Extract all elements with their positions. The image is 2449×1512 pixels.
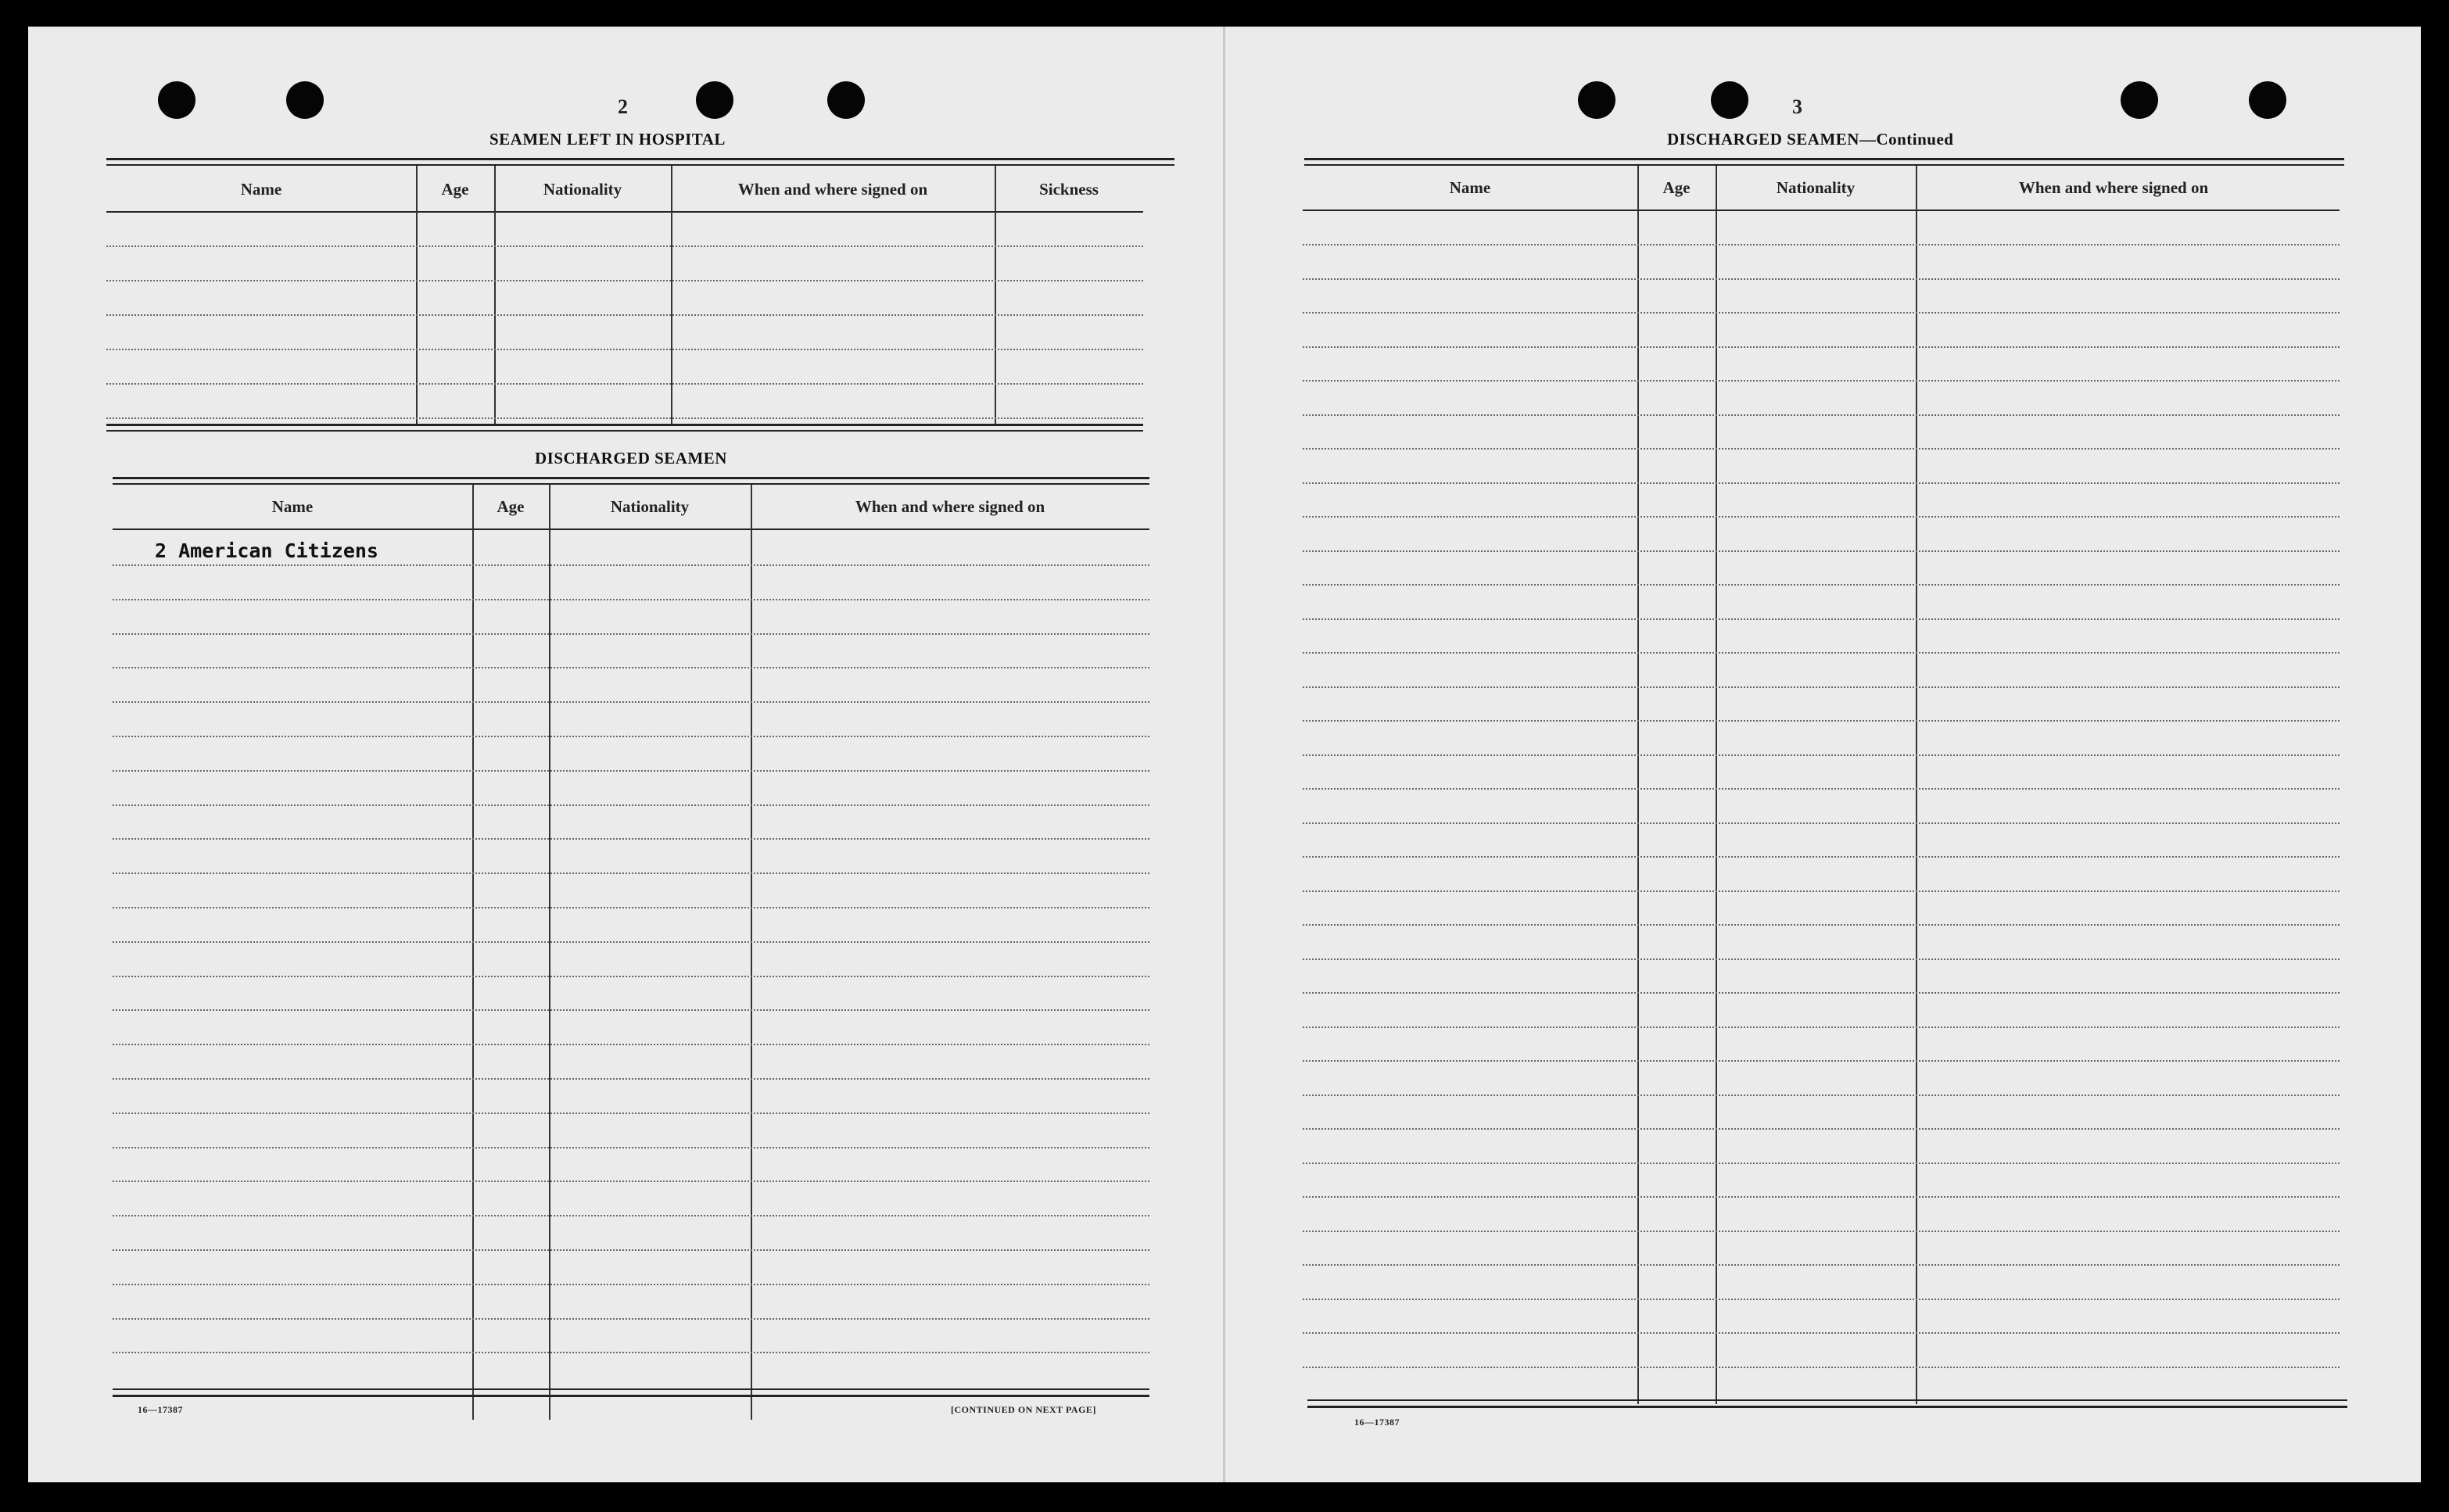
column-divider [549,485,550,1420]
ruled-line [106,314,1143,316]
hospital-col-age: Age [441,180,469,199]
ruled-line [1303,1027,2340,1028]
header-rule [106,211,1143,213]
ruled-line [113,1352,1149,1353]
ruled-line [1303,1095,2340,1096]
continued-col-name: Name [1449,178,1491,197]
ruled-line [106,245,1143,247]
punch-hole [827,81,865,119]
ruled-line [1303,1299,2340,1300]
ruled-line [113,1284,1149,1285]
ruled-line [1303,244,2340,245]
table-top-rule [106,158,1174,160]
table-top-rule [113,483,1149,485]
continued-col-age: Age [1662,178,1691,197]
ruled-line [113,907,1149,908]
ruled-line [1303,414,2340,416]
ruled-line [113,599,1149,600]
ruled-line [1303,822,2340,824]
ruled-line [1303,380,2340,382]
ruled-line [113,736,1149,737]
ruled-line [1303,346,2340,348]
ruled-line [1303,1332,2340,1334]
punch-hole [1711,81,1748,119]
left-page [28,27,1224,1482]
page-number: 3 [1792,95,1802,118]
ruled-line [106,280,1143,281]
ruled-line [1303,550,2340,552]
ruled-line [1303,516,2340,518]
discharged-col-age: Age [497,497,525,516]
ruled-line [1303,890,2340,892]
ruled-line [1303,278,2340,280]
ruled-line [106,383,1143,385]
ruled-line [113,1318,1149,1320]
ruled-line [113,667,1149,668]
hospital-section-title: SEAMEN LEFT IN HOSPITAL [489,130,726,149]
title-main: DISCHARGED SEAMEN [1667,130,1859,149]
ruled-line [1303,1128,2340,1130]
ruled-line [1303,652,2340,654]
ruled-line [1303,1367,2340,1368]
continued-col-signed-on: When and where signed on [2018,178,2209,197]
ruled-line [113,633,1149,635]
column-divider [751,485,752,1420]
ruled-line [113,941,1149,943]
column-divider [1716,166,1717,1404]
header-rule [1303,210,2340,211]
ruled-line [113,1113,1149,1114]
hospital-col-sickness: Sickness [1039,180,1099,199]
column-divider [995,166,996,424]
discharged-section-title: DISCHARGED SEAMEN [535,449,727,468]
ruled-line [1303,788,2340,790]
ruled-line [113,804,1149,806]
column-divider [1637,166,1639,1404]
ruled-line [1303,992,2340,994]
table-top-rule [1304,158,2344,160]
ruled-line [113,1147,1149,1148]
punch-hole [696,81,733,119]
ruled-line [1303,754,2340,756]
ruled-line [106,417,1143,419]
ruled-line [113,1078,1149,1080]
ruled-line [1303,482,2340,484]
hospital-col-name: Name [240,180,282,199]
ruled-line [1303,924,2340,926]
table-bottom-rule [106,424,1143,426]
discharged-col-signed-on: When and where signed on [855,497,1045,516]
table-bottom-rule [113,1388,1149,1390]
punch-hole [2249,81,2286,119]
ruled-line [113,564,1149,566]
form-number: 16—17387 [1354,1417,1400,1428]
punch-hole [158,81,195,119]
ruled-line [113,1215,1149,1216]
ruled-line [106,349,1143,350]
ruled-line [1303,1196,2340,1198]
ruled-line [113,1181,1149,1182]
discharged-continued-title [1667,130,1953,149]
discharged-col-nationality: Nationality [610,497,690,516]
punch-hole [1578,81,1615,119]
form-sheet [28,27,2421,1482]
ruled-line [1303,1231,2340,1232]
table-bottom-rule [113,1395,1149,1397]
ruled-line [1303,1264,2340,1266]
punch-hole [2121,81,2158,119]
table-top-rule [1304,164,2344,166]
table-bottom-rule [1307,1406,2347,1408]
column-divider [494,166,496,424]
continued-note: [CONTINUED ON NEXT PAGE] [951,1404,1096,1415]
discharged-col-name: Name [271,497,314,516]
ruled-line [1303,312,2340,314]
column-divider [1916,166,1917,1404]
punch-hole [286,81,324,119]
ruled-line [113,770,1149,772]
table-bottom-rule [106,430,1143,432]
ruled-line [1303,584,2340,586]
table-top-rule [106,164,1174,166]
continued-col-nationality: Nationality [1776,178,1856,197]
column-divider [472,485,474,1420]
right-page [1224,27,2421,1482]
ruled-line [1303,686,2340,688]
ruled-line [1303,958,2340,960]
header-rule [113,528,1149,530]
form-number: 16—17387 [138,1404,183,1415]
ruled-line [113,1044,1149,1045]
title-suffix: —Continued [1859,130,1954,149]
ruled-line [1303,856,2340,858]
discharged-entry: 2 American Citizens [155,539,378,562]
ruled-line [113,701,1149,703]
table-bottom-rule [1307,1399,2347,1401]
ruled-line [113,1009,1149,1011]
column-divider [416,166,418,424]
ruled-line [113,838,1149,840]
ruled-line [1303,1060,2340,1062]
column-divider [671,166,672,424]
ruled-line [1303,448,2340,450]
hospital-col-nationality: Nationality [543,180,622,199]
table-top-rule [113,477,1149,479]
ruled-line [113,872,1149,874]
ruled-line [1303,720,2340,722]
ruled-line [113,1249,1149,1251]
hospital-col-signed-on: When and where signed on [737,180,928,199]
page-number: 2 [618,95,628,118]
ruled-line [1303,618,2340,620]
ruled-line [1303,1163,2340,1164]
ruled-line [113,976,1149,977]
